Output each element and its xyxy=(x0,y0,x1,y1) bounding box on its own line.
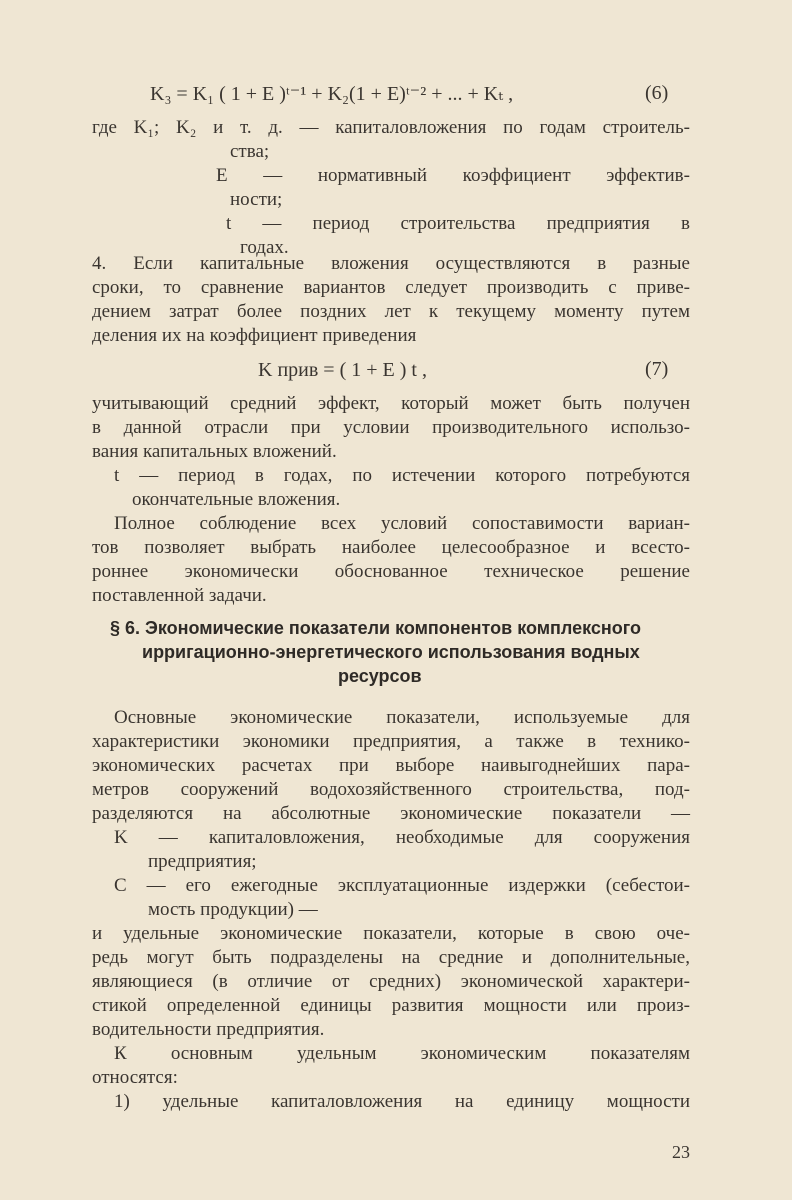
def-line-3: E — нормативный коэффициент эффектив- xyxy=(216,165,690,186)
main-line-1: Основные экономические показатели, используемые для xyxy=(114,707,690,728)
full-line-2: тов позволяет выбрать наиболее целесообразное и всесто- xyxy=(92,537,690,558)
main-line-3: экономических расчетах при выборе наивыгоднейших пара- xyxy=(92,755,690,776)
para4-line-3: дением затрат более поздних лет к текущему моменту путем xyxy=(92,301,690,322)
main-line-14: водительности предприятия. xyxy=(92,1019,325,1040)
main-line-4: метров сооружений водохозяйственного строительства, под- xyxy=(92,779,690,800)
para7-line-3: вания капитальных вложений. xyxy=(92,441,337,462)
formula-6-number: (6) xyxy=(645,82,669,104)
main-line-9: мость продукции) — xyxy=(148,899,318,920)
full-line-1: Полное соблюдение всех условий сопоставимости вариан- xyxy=(114,513,690,534)
para7-line-4: t — период в годах, по истечении которого потребуются xyxy=(114,465,690,486)
page-number: 23 xyxy=(672,1142,690,1162)
formula-7: K прив = ( 1 + E ) t , xyxy=(258,359,427,381)
def-line-1: где K₁; K₂ и т. д. — капиталовложения по годам строитель- xyxy=(92,117,690,138)
def-line-2: ства; xyxy=(230,141,270,162)
main-line-5: разделяются на абсолютные экономические показатели — xyxy=(92,803,690,824)
para7-line-1: учитывающий средний эффект, который может быть получен xyxy=(92,393,690,414)
full-line-3: роннее экономически обоснованное техническое решение xyxy=(92,561,690,582)
full-line-4: поставленной задачи. xyxy=(92,585,267,606)
main-line-16: относятся: xyxy=(92,1067,178,1088)
para7-line-5: окончательные вложения. xyxy=(132,489,341,510)
para4-line-2: сроки, то сравнение вариантов следует производить с приве- xyxy=(92,277,690,298)
main-line-8: C — его ежегодные эксплуатационные издержки (себестои- xyxy=(114,875,690,896)
main-line-2: характеристики экономики предприятия, а также в технико- xyxy=(92,731,690,752)
main-line-7: предприятия; xyxy=(148,851,257,872)
def-line-6: годах. xyxy=(240,237,289,258)
main-line-12: являющиеся (в отличие от средних) экономической характери- xyxy=(92,971,690,992)
section-heading-line-1: § 6. Экономические показатели компонентов комплексного xyxy=(110,618,642,638)
main-line-17: 1) удельные капиталовложения на единицу мощности xyxy=(114,1091,690,1112)
section-heading-line-3: ресурсов xyxy=(338,666,422,686)
def-line-5: t — период строительства предприятия в xyxy=(226,213,690,234)
main-line-15: К основным удельным экономическим показателям xyxy=(114,1043,690,1064)
para7-line-2: в данной отрасли при условии производительного использо- xyxy=(92,417,690,438)
main-line-10: и удельные экономические показатели, которые в свою оче- xyxy=(92,923,690,944)
main-line-6: K — капиталовложения, необходимые для сооружения xyxy=(114,827,690,848)
main-line-11: редь могут быть подразделены на средние и дополнительные, xyxy=(92,947,690,968)
def-line-4: ности; xyxy=(230,189,283,210)
main-line-13: стикой определенной единицы развития мощности или произ- xyxy=(92,995,690,1016)
para4-line-4: деления их на коэффициент приведения xyxy=(92,325,417,346)
para4-line-1: 4. Если капитальные вложения осуществляются в разные xyxy=(92,253,690,274)
formula-6: K₃ = K₁ ( 1 + E )ᵗ⁻¹ + K₂(1 + E)ᵗ⁻² + ... + Kₜ , xyxy=(150,83,514,105)
section-heading-line-2: ирригационно-энергетического использования водных xyxy=(142,642,640,662)
formula-7-number: (7) xyxy=(645,358,669,380)
